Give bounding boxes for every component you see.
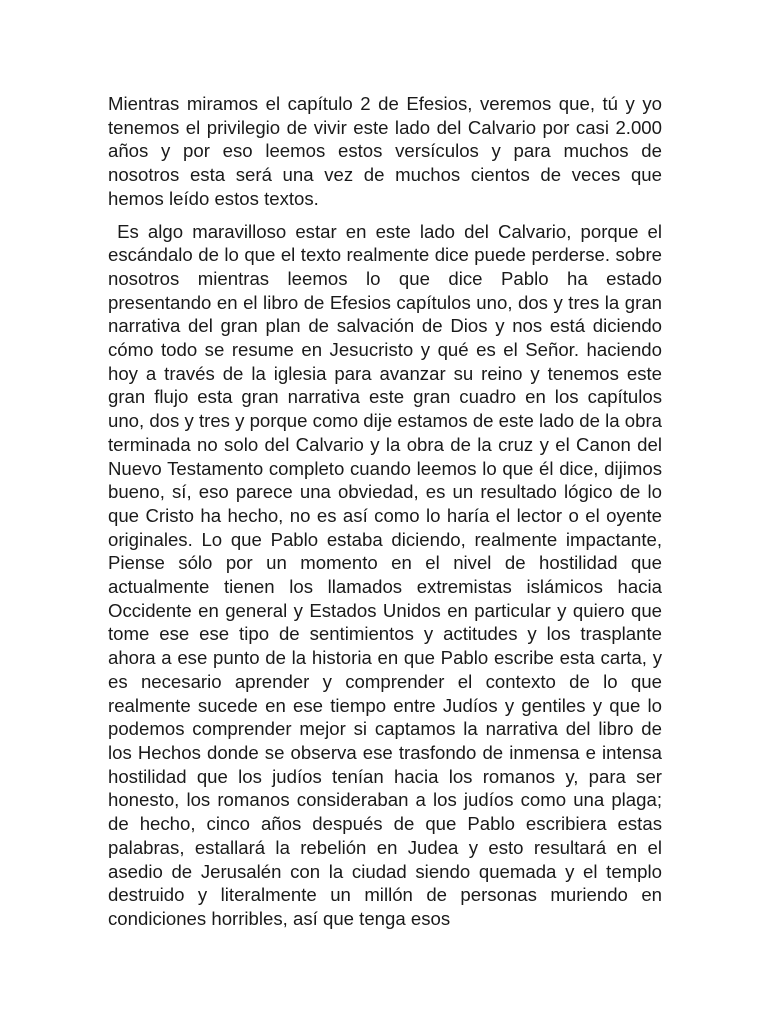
document-page bbox=[108, 92, 668, 940]
paragraph-1: Mientras miramos el capítulo 2 de Efesios, veremos que, tú y yo tenemos el privilegio de vivir este lado del Calvario por casi 2.000 años y por eso leemos estos versículos y para muchos de nosotros esta será una vez de muchos cientos de veces que hemos leído estos textos. bbox=[108, 93, 662, 209]
paragraph-2: Es algo maravilloso estar en este lado del Calvario, porque el escándalo de lo que el texto realmente dice puede perderse. sobre nosotros mientras leemos lo que dice Pablo ha estado presentando en el libro de Efesios capítulos uno, dos y tres la gran narrativa del gran plan de salvación de Dios y nos está diciendo cómo todo se resume en Jesucristo y qué es el Señor. haciendo hoy a través de la iglesia para avanzar su reino y tenemos este gran flujo esta gran narrativa este gran cuadro en los capítulos uno, dos y tres y porque como dije estamos de este lado de la obra terminada no solo del Calvario y la obra de la cruz y el Canon del Nuevo Testamento completo cuando leemos lo que él dice, dijimos bueno, sí, eso parece una obviedad, es un resultado lógico de lo que Cristo ha hecho, no es así como lo haría el lector o el oyente originales. Lo que Pablo estaba diciendo, realmente impactante, Piense sólo por un momento en el nivel de hostilidad que actualmente tienen los llamados extremistas islámicos hacia Occidente en general y Estados Unidos en particular y quiero que tome ese ese tipo de sentimientos y actitudes y los trasplante ahora a ese punto de la historia en que Pablo escribe esta carta, y es necesario aprender y comprender el contexto de lo que realmente sucede en ese tiempo entre Judíos y gentiles y que lo podemos comprender mejor si captamos la narrativa del libro de los Hechos donde se observa ese trasfondo de inmensa e intensa hostilidad que los judíos tenían hacia los romanos y, para ser honesto, los romanos consideraban a los judíos como una plaga; de hecho, cinco años después de que Pablo escribiera estas palabras, estallará la rebelión en Judea y esto resultará en el asedio de Jerusalén con la ciudad siendo quemada y el templo destruido y literalmente un millón de personas muriendo en condiciones horribles, así que tenga esos bbox=[108, 220, 668, 929]
